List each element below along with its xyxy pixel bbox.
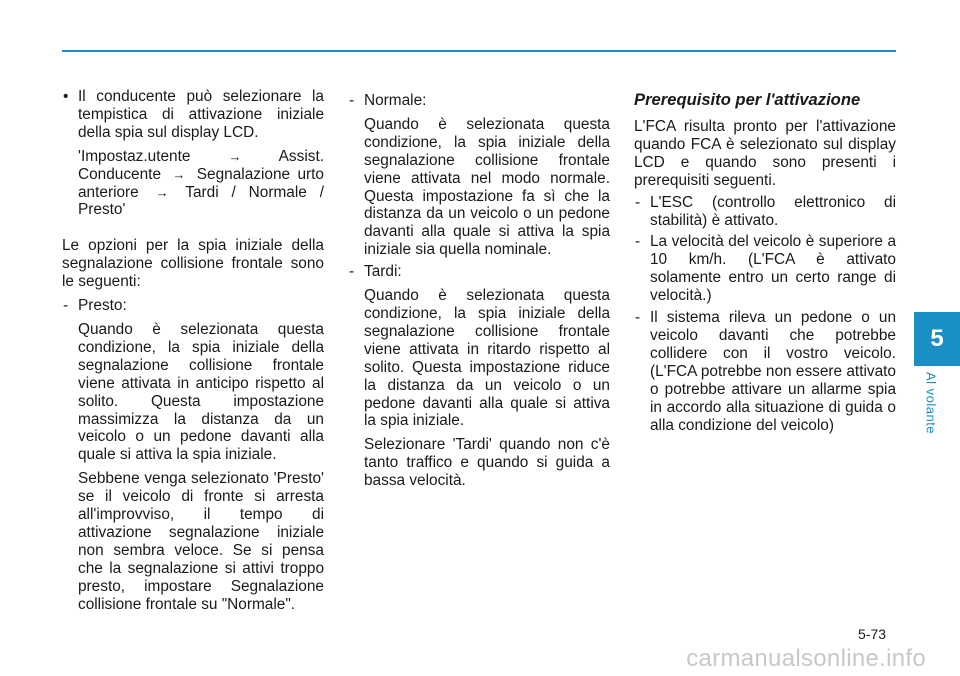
menu-path-part: Segnalazione urto anteriore [78,165,324,201]
option-label: Normale: [364,92,427,109]
dash-mark: - [635,193,641,211]
section-title: Prerequisito per l'attivazione [634,90,861,109]
menu-path-part: Assist. Conducente [78,147,324,183]
prerequisites-intro: L'FCA risulta pronto per l'attivazione quando FCA è selezionato sul display LCD e quando sono presenti i prerequisiti seguenti. [634,118,896,189]
bullet-item [62,88,324,142]
option-normale [348,92,610,110]
bullet-mark: • [63,88,69,105]
option-tardi [348,263,610,281]
arrow-icon: → [155,184,169,200]
prerequisite-item [634,309,896,434]
dash-mark: - [349,92,355,109]
options-intro: Le opzioni per la spia iniziale della segnalazione collisione frontale sono le seguenti: [62,237,324,291]
option-label: Tardi: [364,263,402,281]
header-rule [62,50,896,52]
prerequisite-item [634,194,896,230]
chapter-label: Al volante [923,372,939,435]
dash-mark: - [635,309,641,327]
chapter-tab: 5 [914,312,960,366]
arrow-icon: → [172,166,186,182]
page-number: 5-73 [858,626,887,642]
prerequisite-text: L'ESC (controllo elettronico di stabilità) è attivato. [650,193,896,229]
dash-mark: - [63,297,69,315]
bullet-text: Il conducente può selezionare la tempistica di attivazione iniziale della spia sul display LCD. [78,88,324,141]
option-normale-description: Quando è selezionata questa condizione, la spia iniziale della segnalazione collisione frontale viene attivata nel modo normale. Questa impostazione fa sì che la distanza da un veicolo o un pedone davanti alla quale si attiva la spia iniziale sia quella nominale. [364,115,610,259]
option-label: Presto: [78,297,127,315]
option-presto-note: Sebbene venga selezionato 'Presto' se il veicolo di fronte si arresta all'improvviso, il tempo di attivazione segnalazione iniziale non sembra veloce. Se si pensa che la segnalazione si attivi troppo presto, impostare Segnalazione collisione frontale su "Normale". [78,470,324,613]
option-tardi-note: Selezionare 'Tardi' quando non c'è tanto traffico e quando si guida a bassa velocità. [364,436,610,490]
menu-path-part: 'Impostaz.utente [78,147,191,165]
option-presto-description: Quando è selezionata questa condizione, la spia iniziale della segnalazione collisione frontale viene attivata in anticipo rispetto al solito. Questa impostazione massimizza la distanza da un veicolo o un pedone davanti alla quale si attiva la spia iniziale. [78,320,324,464]
menu-path [62,148,324,220]
arrow-icon: → [228,148,242,164]
prerequisite-item [634,233,896,305]
column-right [634,88,896,434]
column-left [62,88,324,613]
prerequisite-text: La velocità del veicolo è superiore a 10 km/h. (L'FCA è attivato solamente entro un certo range di velocità.) [650,233,896,305]
option-presto [62,297,324,315]
menu-path-part: Tardi / Normale / Presto' [78,183,324,219]
option-tardi-description: Quando è selezionata questa condizione, la spia iniziale della segnalazione collisione frontale viene attivata in ritardo rispetto al solito. Questa impostazione riduce la distanza da un veicolo o un pedone davanti alla quale si attiva la spia iniziale. [364,287,610,430]
watermark: carmanualsonline.info [686,645,926,672]
dash-mark: - [349,263,355,281]
column-middle [348,88,610,490]
dash-mark: - [635,233,641,251]
prerequisite-text: Il sistema rileva un pedone o un veicolo davanti che potrebbe collidere con il vostro veicolo. (L'FCA potrebbe non essere attivato o potrebbe attivare un allarme spia in accordo alla situazione di guida o alla condizione del veicolo) [650,309,896,434]
